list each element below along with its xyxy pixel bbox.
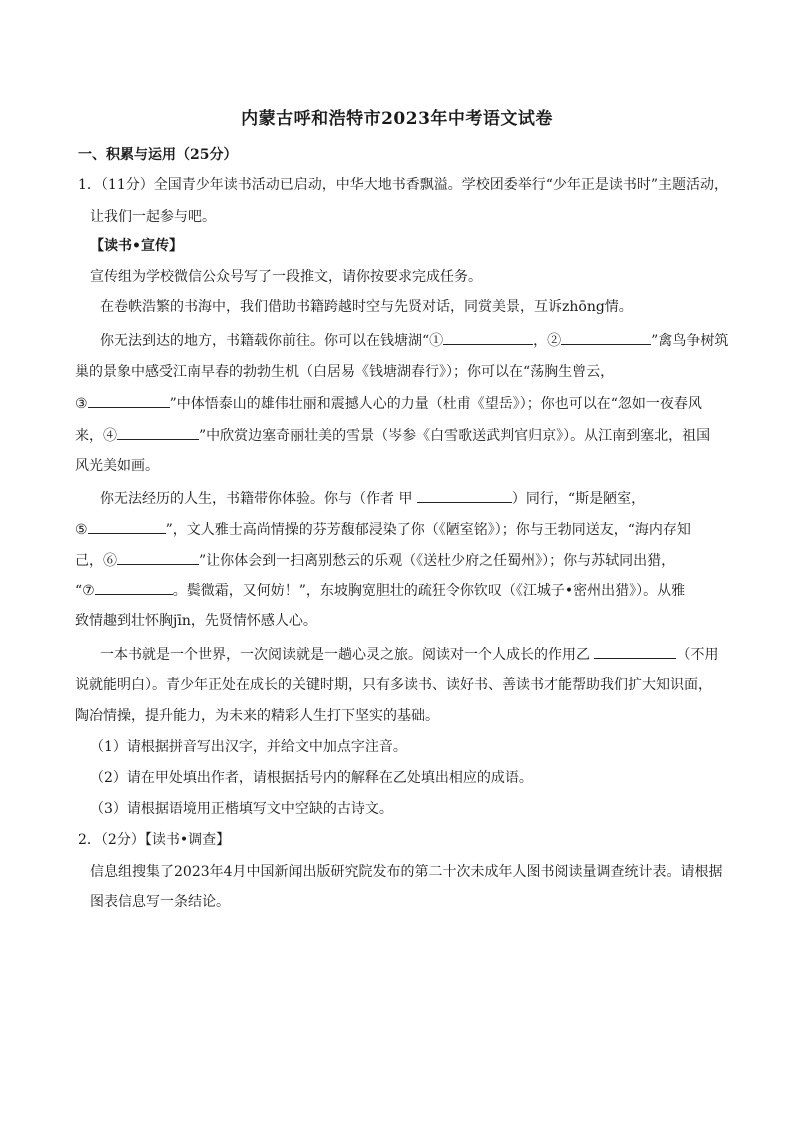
answer-blank-5[interactable]	[88, 519, 166, 534]
q1-line2: 让我们一起参与吧。	[90, 209, 216, 225]
text-segment: ）同行，“斯是陋室，	[511, 491, 646, 507]
text-segment: “⑦	[75, 583, 95, 599]
exam-title: 内蒙古呼和浩特市2023年中考语文试卷	[241, 109, 553, 129]
answer-blank-2[interactable]	[561, 330, 651, 345]
q2-line1: 2．（2分）【读书•调查】	[78, 832, 231, 848]
q1-subheading: 【读书•宣传】	[90, 238, 183, 254]
text-segment: ”，文人雅士高尚情操的芬芳馥郁浸染了你（《陋室铭》）；你与王勃同送友，“海内存知	[165, 522, 691, 538]
text-segment: ⑤	[75, 522, 88, 538]
q1-p2-line1	[100, 330, 794, 351]
text-segment: ，②	[533, 333, 562, 349]
q1-p2-line5: 风光美如画。	[75, 458, 159, 474]
answer-blank-idiom[interactable]	[594, 644, 676, 659]
text-segment: 来，④	[75, 428, 117, 444]
q1-p3-line3	[75, 550, 794, 571]
answer-blank-4[interactable]	[117, 425, 199, 440]
q1-p3-line2	[75, 519, 794, 540]
text-segment: 你无法到达的地方，书籍载你前往。你可以在钱塘湖“①	[100, 333, 444, 349]
answer-blank-author[interactable]	[417, 488, 512, 503]
q1-p2-line4	[75, 425, 794, 446]
q2-line3: 图表信息写一条结论。	[90, 894, 230, 910]
q1-p4-line1	[100, 644, 794, 665]
text-segment: 你无法经历的人生，书籍带你体验。你与（作者 甲	[100, 491, 417, 507]
q1-p4-line2: 说就能明白）。青少年正处在成长的关键时期，只有多读书、读好书、善读书才能帮助我们扩大知识面，	[75, 677, 712, 693]
q1-p3-line1	[100, 488, 794, 509]
text-segment: ”禽鸟争树筑	[651, 333, 729, 349]
q1-p3-line4	[75, 580, 794, 601]
q1-intro: 宣传组为学校微信公众号写了一段推文，请你按要求完成任务。	[90, 269, 482, 285]
q1-p1: 在卷帙浩繁的书海中，我们借助书籍跨越时空与先贤对话，同赏美景，互诉zhōng情。	[100, 299, 633, 315]
q1-p2-line3	[75, 393, 794, 414]
text-segment: 。鬓微霜，又何妨！”，东坡胸宽胆壮的疏狂令你钦叹（《江城子•密州出猎》）。从雅	[172, 583, 686, 599]
answer-blank-6[interactable]	[117, 550, 199, 565]
answer-blank-7[interactable]	[95, 580, 173, 595]
text-segment: 己，⑥	[75, 553, 117, 569]
q1-task3: （3）请根据语境用正楷填写文中空缺的古诗文。	[90, 801, 393, 817]
text-segment: ”中体悟泰山的雄伟壮丽和震撼人心的力量（杜甫《望岳》）；你也可以在“忽如一夜春风	[169, 396, 702, 412]
q2-line2: 信息组搜集了2023年4月中国新闻出版研究院发布的第二十次未成年人图书阅读量调查统计表。请根据	[90, 864, 723, 880]
section-heading: 一、积累与运用（25分）	[78, 147, 238, 163]
text-segment: 一本书就是一个世界，一次阅读就是一趟心灵之旅。阅读对一个人成长的作用乙	[100, 647, 595, 663]
q1-p4-line3: 陶冶情操，提升能力，为未来的精彩人生打下坚实的基础。	[75, 708, 439, 724]
q1-task1: （1）请根据拼音写出汉字，并给文中加点字注音。	[90, 739, 407, 755]
answer-blank-1[interactable]	[443, 330, 533, 345]
text-segment: ③	[75, 396, 88, 412]
text-segment: ”中欣赏边塞奇丽壮美的雪景（岑参《白雪歌送武判官归京》）。从江南到塞北，祖国	[199, 428, 711, 444]
q1-p3-line5: 致情趣到壮怀胸jīn，先贤情怀感人心。	[75, 613, 317, 629]
text-segment: ”让你体会到一扫离别愁云的乐观（《送杜少府之任蜀州》）；你与苏轼同出猎，	[199, 553, 676, 569]
q1-line1: 1．（11分）全国青少年读书活动已启动，中华大地书香飘溢。学校团委举行“少年正是读书时”主题活动，	[78, 177, 729, 193]
answer-blank-3[interactable]	[88, 393, 170, 408]
q1-p2-line2: 巢的景象中感受江南早春的勃勃生机（白居易《钱塘湖春行》）；你可以在“荡胸生曾云，	[75, 364, 615, 380]
text-segment: （不用	[676, 647, 719, 663]
q1-task2: （2）请在甲处填出作者，请根据括号内的解释在乙处填出相应的成语。	[90, 770, 533, 786]
